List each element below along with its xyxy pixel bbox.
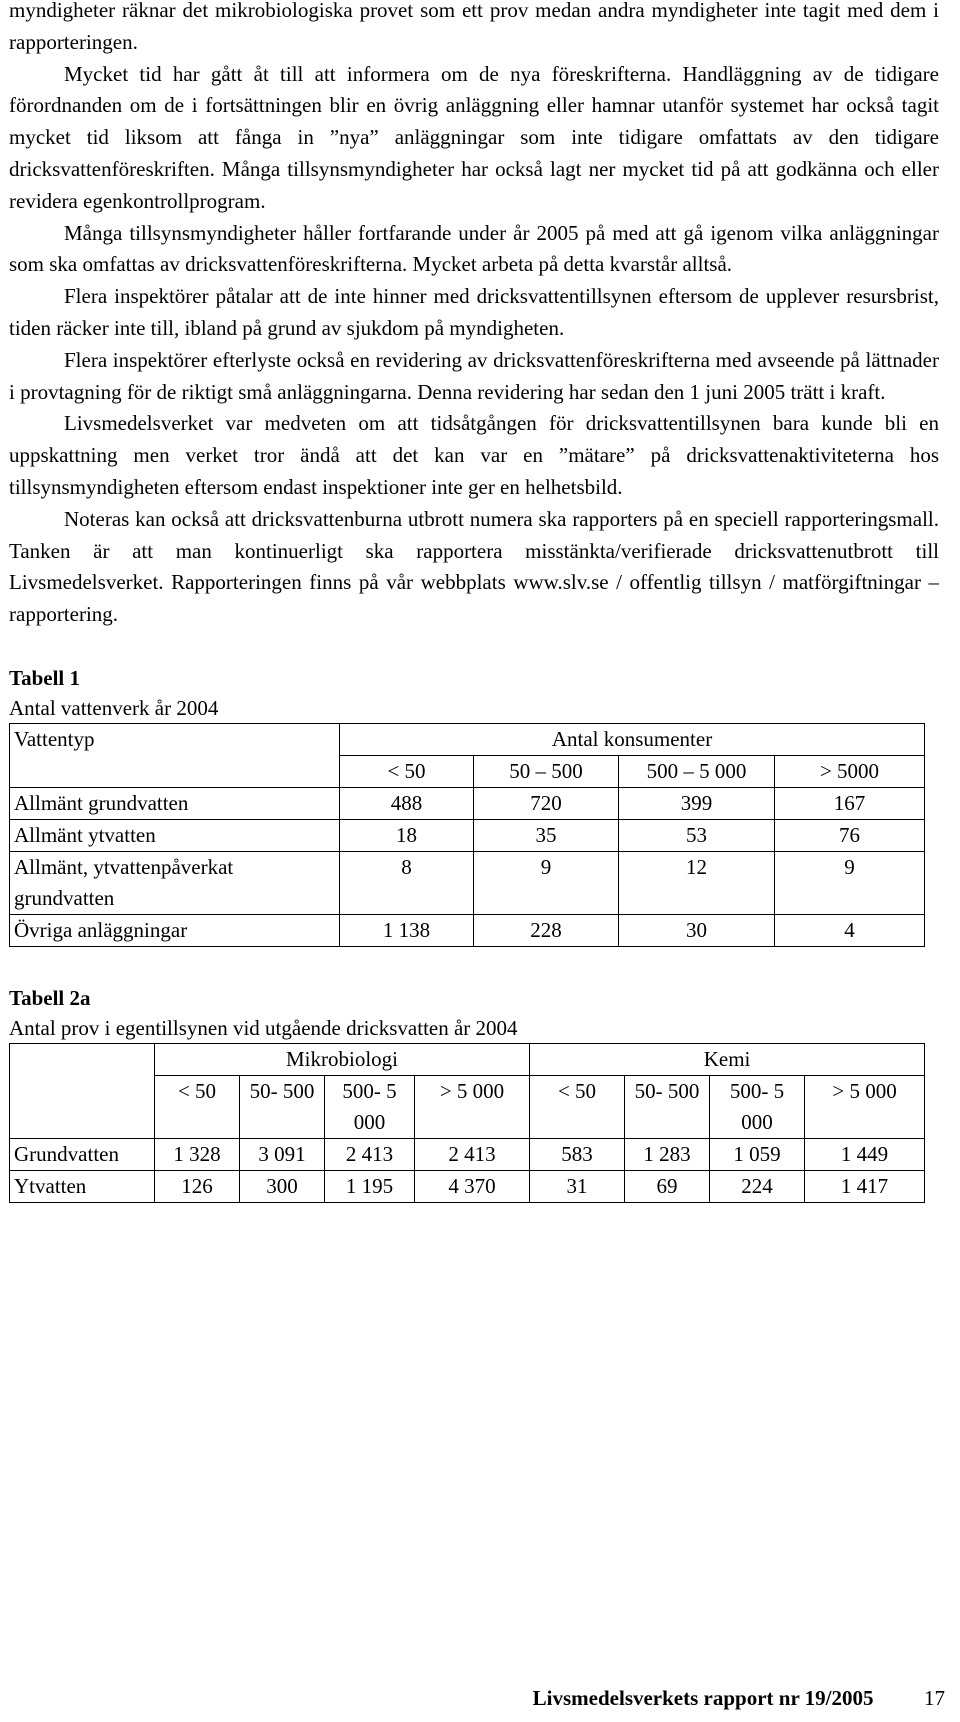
column-header: 500 – 5 000 [619, 755, 775, 787]
table-cell: 1 283 [625, 1138, 710, 1170]
table-header-row [10, 723, 925, 755]
table-cell: 720 [474, 787, 619, 819]
row-label: Allmänt grundvatten [10, 787, 340, 819]
table-cell: 76 [775, 819, 925, 851]
table-cell: 3 091 [240, 1138, 325, 1170]
column-header: 50 – 500 [474, 755, 619, 787]
row-label: Allmänt, ytvattenpåverkat grundvatten [10, 851, 340, 914]
table-cell: 224 [710, 1170, 805, 1202]
column-header: > 5 000 [415, 1075, 530, 1138]
column-header: 50- 500 [625, 1075, 710, 1138]
paragraph: myndigheter räknar det mikrobiologiska provet som ett prov medan andra myndigheter inte tagit med dem i rapporteringen. [9, 0, 939, 54]
table2 [9, 1043, 925, 1203]
row-label: Övriga anläggningar [10, 914, 340, 946]
group-header-microbiology: Mikrobiologi [155, 1043, 530, 1075]
table-cell: 9 [775, 851, 925, 914]
row-label: Grundvatten [10, 1138, 155, 1170]
table-cell: 18 [340, 819, 474, 851]
table-cell: 31 [530, 1170, 625, 1202]
table-cell: 4 [775, 914, 925, 946]
column-header: > 5000 [775, 755, 925, 787]
table1-title: Tabell 1 [9, 665, 80, 690]
table-cell: 9 [474, 851, 619, 914]
document-page [9, 0, 939, 1203]
table-cell: 2 413 [325, 1138, 415, 1170]
table-row [10, 851, 925, 914]
column-header: > 5 000 [805, 1075, 925, 1138]
table-cell: 35 [474, 819, 619, 851]
paragraph: Livsmedelsverket var medveten om att tidsåtgången för dricksvattentillsynen bara kunde bli en uppskattning men verket tror ändå att det kan var en ”mätare” på dricksvattenaktiviteterna hos tillsynsmyndigheten eftersom endast inspektioner inte ger en helhetsbild. [9, 411, 939, 499]
table-cell: 228 [474, 914, 619, 946]
table-cell: 53 [619, 819, 775, 851]
row-label: Allmänt ytvatten [10, 819, 340, 851]
table1-caption: Antal vattenverk år 2004 [9, 695, 219, 720]
table-cell: 4 370 [415, 1170, 530, 1202]
row-label: Ytvatten [10, 1170, 155, 1202]
table-header-row [10, 1043, 925, 1075]
table-cell: 12 [619, 851, 775, 914]
column-header: < 50 [155, 1075, 240, 1138]
table-cell: 399 [619, 787, 775, 819]
group-header-chemistry: Kemi [530, 1043, 925, 1075]
table-cell: 30 [619, 914, 775, 946]
table1-corner-header: Vattentyp [10, 723, 340, 787]
table-cell: 583 [530, 1138, 625, 1170]
footer-report-title: Livsmedelsverkets rapport nr 19/2005 [532, 1686, 874, 1710]
table2-corner [10, 1043, 155, 1138]
table-cell: 488 [340, 787, 474, 819]
page-footer [533, 1686, 945, 1711]
paragraph: Flera inspektörer påtalar att de inte hinner med dricksvattentillsynen eftersom de upplever resursbrist, tiden räcker inte till, ibland på grund av sjukdom på myndigheten. [9, 284, 939, 340]
table-cell: 1 138 [340, 914, 474, 946]
table2-caption: Antal prov i egentillsynen vid utgående dricksvatten år 2004 [9, 1015, 518, 1040]
table-row [10, 819, 925, 851]
table-cell: 167 [775, 787, 925, 819]
paragraph: Mycket tid har gått åt till att informera om de nya föreskrifterna. Handläggning av de tidigare förordnanden om de i fortsättningen blir en övrig anläggning eller hamnar utanför systemet har också tagit mycket tid liksom att fånga in ”nya” anläggningar som inte tidigare omfattats av den tidigare dricksvattenföreskriften. Många tillsynsmyndigheter har också lagt ner mycket tid på att godkänna och eller revidera egenkontrollprogram. [9, 61, 939, 213]
table-row [10, 1138, 925, 1170]
table-cell: 8 [340, 851, 474, 914]
table-row [10, 914, 925, 946]
table-cell: 69 [625, 1170, 710, 1202]
table-row [10, 1170, 925, 1202]
column-header: < 50 [530, 1075, 625, 1138]
column-header: 500- 5 000 [710, 1075, 805, 1138]
table-cell: 1 449 [805, 1138, 925, 1170]
table-cell: 126 [155, 1170, 240, 1202]
column-header: 50- 500 [240, 1075, 325, 1138]
table-row [10, 787, 925, 819]
paragraph: Noteras kan också att dricksvattenburna utbrott numera ska rapporters på en speciell rapporteringsmall. Tanken är att man kontinuerligt ska rapportera misstänkta/verifierade dricksvattenutbrott till Livsmedelsverket. Rapporteringen finns på vår webbplats www.slv.se / offentlig tillsyn / matförgiftningar – rapportering. [9, 506, 939, 627]
table-cell: 300 [240, 1170, 325, 1202]
page-number: 17 [924, 1686, 945, 1710]
paragraph: Många tillsynsmyndigheter håller fortfarande under år 2005 på med att gå igenom vilka anläggningar som ska omfattas av dricksvattenföreskrifterna. Mycket arbeta på detta kvarstår alltså. [9, 220, 939, 277]
table-cell: 1 195 [325, 1170, 415, 1202]
column-header: 500- 5 000 [325, 1075, 415, 1138]
body-text [9, 0, 939, 631]
table-cell: 1 328 [155, 1138, 240, 1170]
paragraph: Flera inspektörer efterlyste också en revidering av dricksvattenföreskrifterna med avseende på lättnader i provtagning för de riktigt små anläggningarna. Denna revidering har sedan den 1 juni 2005 trätt i kraft. [9, 347, 939, 404]
table1 [9, 723, 925, 947]
table-cell: 1 417 [805, 1170, 925, 1202]
table1-group-header: Antal konsumenter [340, 723, 925, 755]
table2-title: Tabell 2a [9, 985, 91, 1010]
table-cell: 2 413 [415, 1138, 530, 1170]
table-cell: 1 059 [710, 1138, 805, 1170]
column-header: < 50 [340, 755, 474, 787]
